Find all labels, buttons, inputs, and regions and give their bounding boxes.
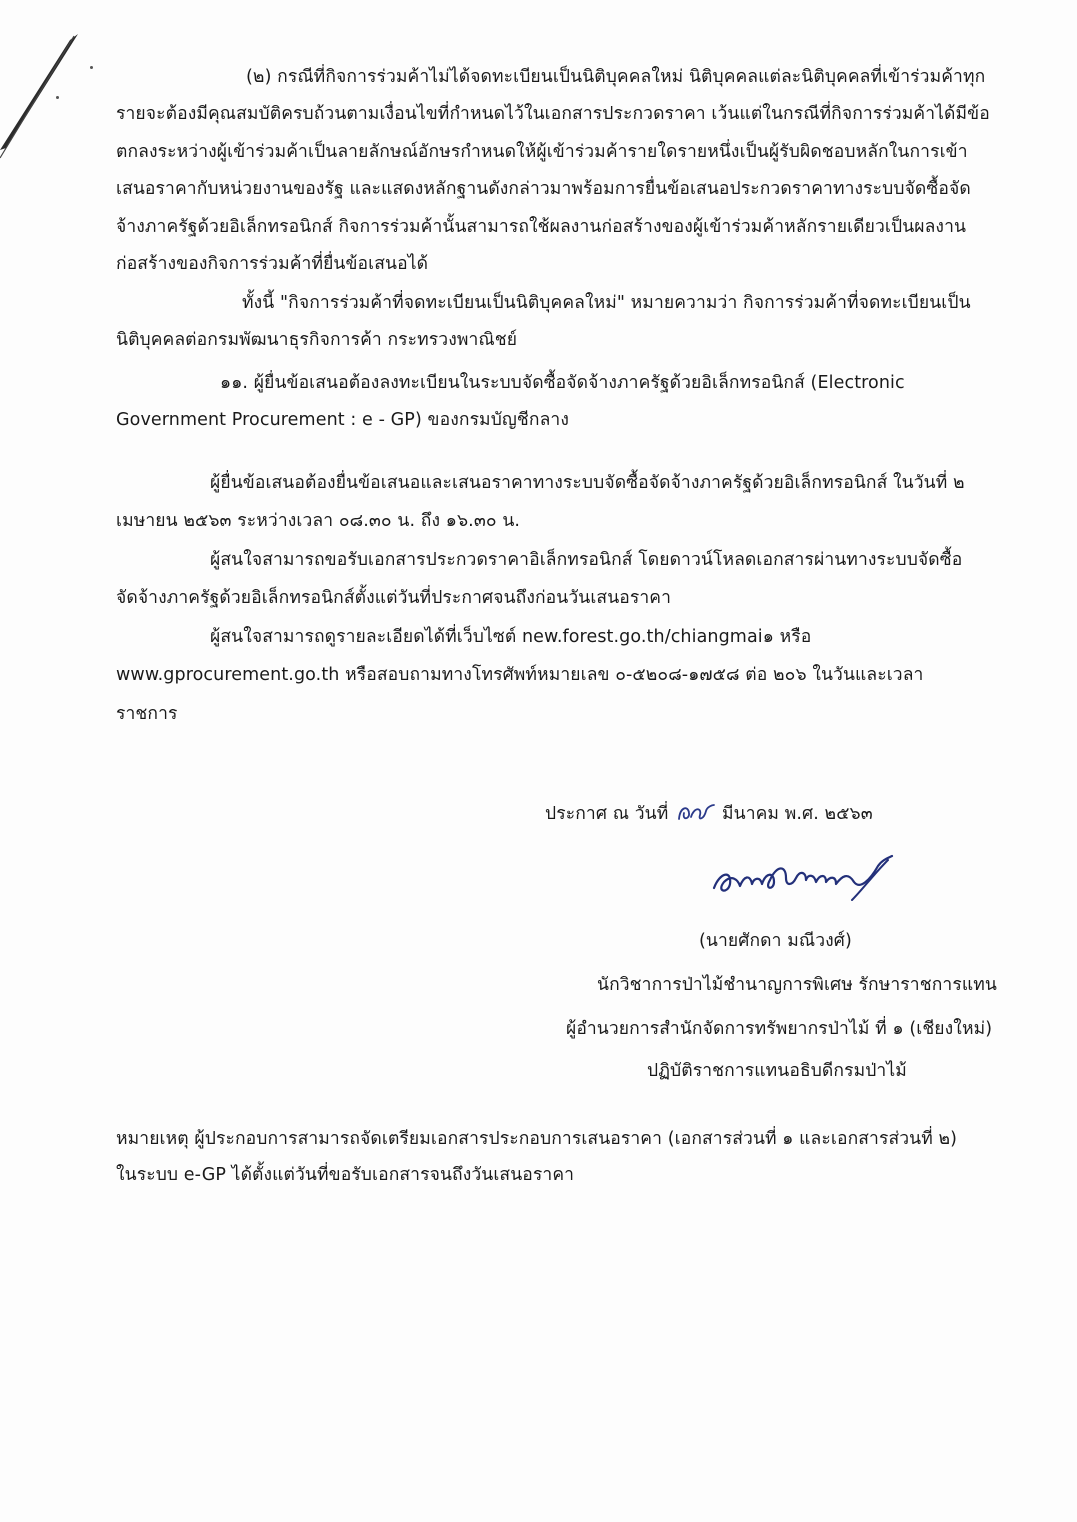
scan-dot: [90, 66, 93, 69]
clause-11-line: ๑๑. ผู้ยื่นข้อเสนอต้องลงทะเบียนในระบบจัดซื้อจัดจ้างภาครัฐด้วยอิเล็กทรอนิกส์ (Electronic: [220, 373, 905, 393]
scan-dot: [56, 96, 59, 99]
submission-line: ผู้ยื่นข้อเสนอต้องยื่นข้อเสนอและเสนอราคาทางระบบจัดซื้อจัดจ้างภาครัฐด้วยอิเล็กทรอนิกส์ ในวันที่ ๒: [210, 473, 965, 493]
handwritten-date: [676, 799, 716, 827]
contact-line: ราชการ: [116, 704, 178, 724]
contact-line: www.gprocurement.go.th หรือสอบถามทางโทรศัพท์หมายเลข ๐-๕๒๐๘-๑๗๕๘ ต่อ ๒๐๖ ในวันและเวลา: [116, 665, 924, 685]
signatory-name: (นายศักดา มณีวงศ์): [699, 931, 852, 951]
download-line: ผู้สนใจสามารถขอรับเอกสารประกวดราคาอิเล็กทรอนิกส์ โดยดาวน์โหลดเอกสารผ่านทางระบบจัดซื้อ: [210, 550, 963, 570]
clause-2-line: ก่อสร้างของกิจการร่วมค้าที่ยื่นข้อเสนอได้: [116, 254, 429, 274]
announcement-prefix: ประกาศ ณ วันที่: [545, 804, 669, 824]
clause-2-line: จ้างภาครัฐด้วยอิเล็กทรอนิกส์ กิจการร่วมค้านั้นสามารถใช้ผลงานก่อสร้างของผู้เข้าร่วมค้าหลักรายเดียวเป็นผลงาน: [116, 217, 967, 237]
definition-line: ทั้งนี้ "กิจการร่วมค้าที่จดทะเบียนเป็นนิติบุคคลใหม่" หมายความว่า กิจการร่วมค้าที่จดทะเบียนเป็น: [242, 293, 971, 313]
signatory-position: ปฏิบัติราชการแทนอธิบดีกรมป่าไม้: [647, 1061, 907, 1081]
clause-2-line: เสนอราคากับหน่วยงานของรัฐ และแสดงหลักฐานดังกล่าวมาพร้อมการยื่นข้อเสนอประกวดราคาทางระบบจัดซื้อจัด: [116, 179, 971, 199]
signatory-position: ผู้อำนวยการสำนักจัดการทรัพยากรป่าไม้ ที่ ๑ (เชียงใหม่): [566, 1019, 993, 1039]
clause-11-line: Government Procurement : e - GP) ของกรมบัญชีกลาง: [116, 410, 569, 430]
download-line: จัดจ้างภาครัฐด้วยอิเล็กทรอนิกส์ตั้งแต่วันที่ประกาศจนถึงก่อนวันเสนอราคา: [116, 588, 672, 608]
signature: [702, 850, 902, 910]
submission-line: เมษายน ๒๕๖๓ ระหว่างเวลา ๐๘.๓๐ น. ถึง ๑๖.๓๐ น.: [116, 511, 521, 531]
clause-2-line: ตกลงระหว่างผู้เข้าร่วมค้าเป็นลายลักษณ์อักษรกำหนดให้ผู้เข้าร่วมค้ารายใดรายหนึ่งเป็นผู้รับผิดชอบหลักในการเข้า: [116, 142, 968, 162]
signatory-position: นักวิชาการป่าไม้ชำนาญการพิเศษ รักษาราชการแทน: [597, 975, 997, 995]
contact-line: ผู้สนใจสามารถดูรายละเอียดได้ที่เว็บไซต์ new.forest.go.th/chiangmai๑ หรือ: [210, 627, 812, 647]
announcement-suffix: มีนาคม พ.ศ. ๒๕๖๓: [722, 804, 873, 824]
scan-edge-mark: [0, 0, 110, 160]
remark-line: ในระบบ e-GP ได้ตั้งแต่วันที่ขอรับเอกสารจนถึงวันเสนอราคา: [116, 1165, 575, 1185]
clause-2-line: (๒) กรณีที่กิจการร่วมค้าไม่ได้จดทะเบียนเป็นนิติบุคคลใหม่ นิติบุคคลแต่ละนิติบุคคลที่เข้าร่วมค้าทุก: [246, 67, 986, 87]
remark-line: หมายเหตุ ผู้ประกอบการสามารถจัดเตรียมเอกสารประกอบการเสนอราคา (เอกสารส่วนที่ ๑ และเอกสารส่วนที่ ๒): [116, 1129, 958, 1149]
clause-2-line: รายจะต้องมีคุณสมบัติครบถ้วนตามเงื่อนไขที่กำหนดไว้ในเอกสารประกวดราคา เว้นแต่ในกรณีที่กิจการร่วมค้าได้มีข้อ: [116, 104, 990, 124]
definition-line: นิติบุคคลต่อกรมพัฒนาธุรกิจการค้า กระทรวงพาณิชย์: [116, 330, 518, 350]
